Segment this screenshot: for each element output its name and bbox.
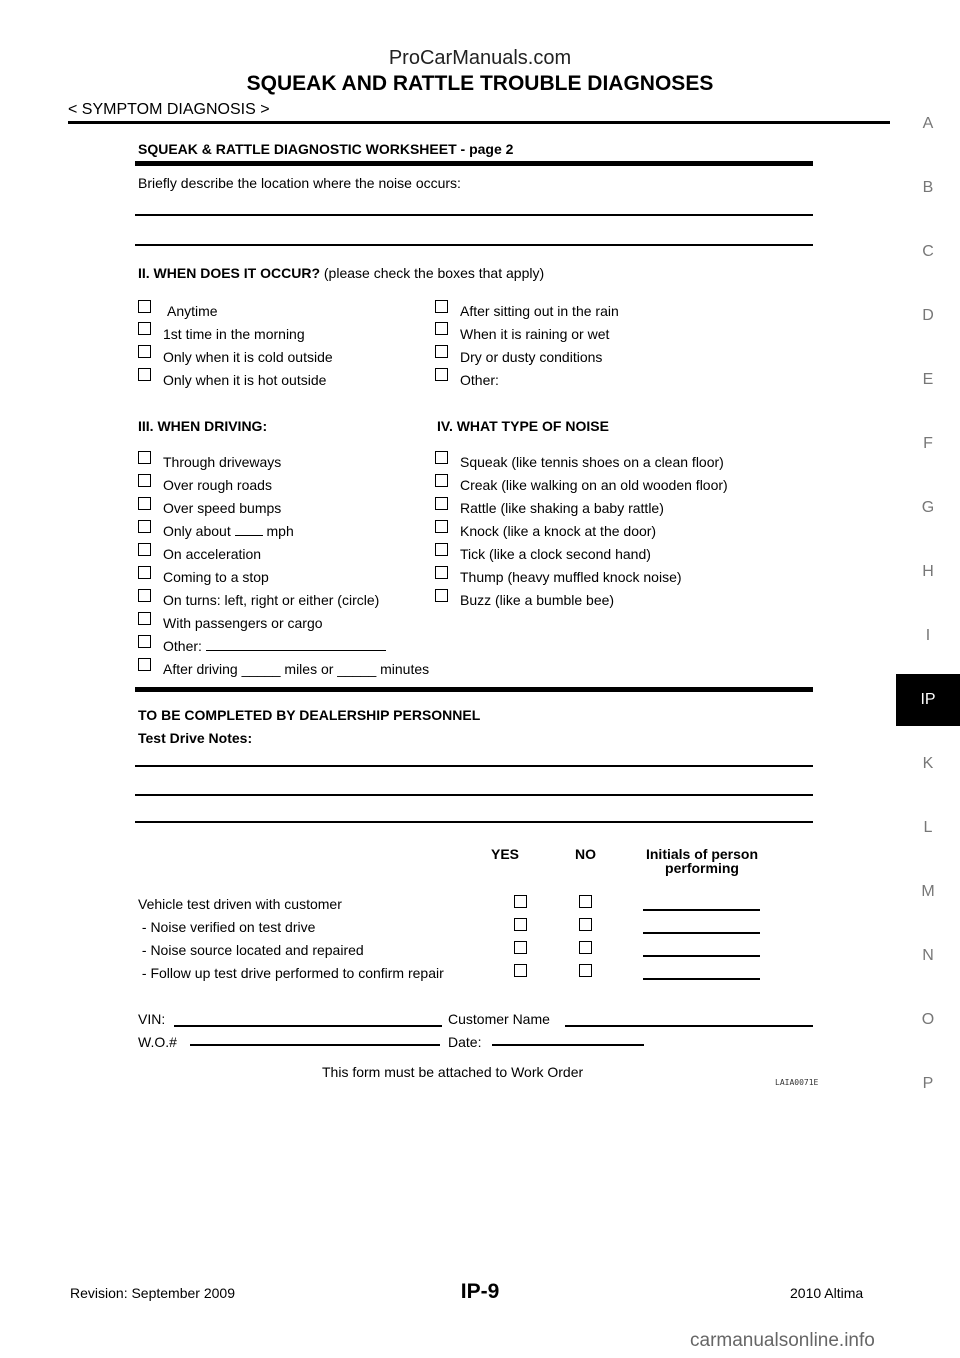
label-on-turns: On turns: left, right or either (circle) [163,592,380,608]
col-initials-line2: performing [665,860,739,876]
date-label: Date: [448,1034,482,1050]
label-knock: Knock (like a knock at the door) [460,523,657,539]
only-about-text: Only about [163,523,231,539]
vin-label: VIN: [138,1011,166,1027]
notes-line-1 [135,765,813,767]
label-only-about [163,523,294,539]
driving-heading: III. WHEN DRIVING: [138,418,268,434]
checkbox-buzz[interactable] [435,589,448,602]
side-tab-e[interactable]: E [922,371,934,388]
checkbox-cold-outside[interactable] [138,345,151,358]
side-tab-m[interactable]: M [921,883,935,900]
checkbox-occur-other[interactable] [435,368,448,381]
checkbox-noise-verified-no[interactable] [579,918,592,931]
wo-field[interactable] [190,1044,440,1046]
side-tab-a[interactable]: A [922,115,934,132]
checkbox-test-driven-no[interactable] [579,895,592,908]
initials-line-noise-source[interactable] [643,955,760,957]
checkbox-on-acceleration[interactable] [138,543,151,556]
check-row-noise-verified: - Noise verified on test drive [138,919,316,935]
checkbox-test-driven-yes[interactable] [514,895,527,908]
initials-line-test-driven[interactable] [643,909,760,911]
col-initials-line1: Initials of person [645,846,758,862]
checkbox-only-about[interactable] [138,520,151,533]
label-tick: Tick (like a clock second hand) [460,546,651,562]
checkbox-noise-source-no[interactable] [579,941,592,954]
label-cold-outside: Only when it is cold outside [163,349,333,365]
date-field[interactable] [492,1044,644,1046]
checkbox-hot-outside[interactable] [138,368,151,381]
customer-name-field[interactable] [565,1025,813,1027]
test-drive-notes-label: Test Drive Notes: [138,730,253,746]
worksheet-title: SQUEAK & RATTLE DIAGNOSTIC WORKSHEET - page 2 [138,141,514,157]
side-tab-ip[interactable]: IP [896,674,960,726]
footer-revision: Revision: September 2009 [70,1285,235,1301]
checkbox-follow-up-yes[interactable] [514,964,527,977]
checkbox-squeak[interactable] [435,451,448,464]
side-tab-i[interactable]: I [925,627,931,644]
vin-field[interactable] [174,1025,442,1027]
location-line-2 [135,244,813,246]
label-thump: Thump (heavy muffled knock noise) [460,569,682,585]
checkbox-dry-dusty[interactable] [435,345,448,358]
label-on-acceleration: On acceleration [163,546,262,562]
initials-line-follow-up[interactable] [643,978,760,980]
noise-heading: IV. WHAT TYPE OF NOISE [437,418,609,434]
notes-line-2 [135,794,813,796]
label-rough-roads: Over rough roads [163,477,272,493]
mph-unit: mph [266,523,294,539]
label-coming-to-stop: Coming to a stop [163,569,269,585]
label-creak: Creak (like walking on an old wooden floor) [460,477,728,493]
wo-label: W.O.# [138,1034,177,1050]
page-title: SQUEAK AND RATTLE TROUBLE DIAGNOSES [246,72,714,95]
checkbox-with-passengers[interactable] [138,612,151,625]
header-rule [68,121,890,124]
occur-note: (please check the boxes that apply) [320,265,545,281]
check-row-follow-up: - Follow up test drive performed to confirm repair [138,965,444,981]
label-occur-other: Other: [460,372,499,388]
checkbox-raining-wet[interactable] [435,322,448,335]
label-rattle: Rattle (like shaking a baby rattle) [460,500,664,516]
checkbox-rattle[interactable] [435,497,448,510]
label-driving-other [163,638,386,654]
side-tab-c[interactable]: C [922,243,934,260]
check-row-test-driven: Vehicle test driven with customer [138,896,342,912]
checkbox-first-time-morning[interactable] [138,322,151,335]
notes-line-3 [135,821,813,823]
label-hot-outside: Only when it is hot outside [163,372,327,388]
occur-heading-label: II. WHEN DOES IT OCCUR? [138,265,320,281]
footer-model: 2010 Altima [790,1285,864,1301]
side-tab-o[interactable]: O [921,1011,935,1028]
checkbox-follow-up-no[interactable] [579,964,592,977]
mph-blank[interactable] [235,535,263,536]
dealer-rule [135,687,813,692]
label-anytime: Anytime [167,303,218,319]
label-dry-dusty: Dry or dusty conditions [460,349,603,365]
side-tabs [896,92,960,1116]
side-tab-p[interactable]: P [922,1075,934,1092]
label-first-time-morning: 1st time in the morning [163,326,305,342]
checkbox-coming-to-stop[interactable] [138,566,151,579]
side-tab-g[interactable]: G [921,499,935,516]
label-after-rain: After sitting out in the rain [460,303,619,319]
label-squeak: Squeak (like tennis shoes on a clean floor) [460,454,724,470]
checkbox-noise-verified-yes[interactable] [514,918,527,931]
checkbox-tick[interactable] [435,543,448,556]
checkbox-after-driving[interactable] [138,658,151,671]
location-prompt: Briefly describe the location where the noise occurs: [138,175,461,191]
checkbox-creak[interactable] [435,474,448,487]
label-speed-bumps: Over speed bumps [163,500,282,516]
check-row-noise-source: - Noise source located and repaired [138,942,364,958]
footer-page-number: IP-9 [460,1280,500,1303]
label-buzz: Buzz (like a bumble bee) [460,592,615,608]
occur-heading [138,265,544,281]
dealer-heading: TO BE COMPLETED BY DEALERSHIP PERSONNEL [138,707,481,723]
label-with-passengers: With passengers or cargo [163,615,323,631]
label-after-driving: After driving _____ miles or _____ minutes [163,661,430,677]
checkbox-anytime[interactable] [138,300,151,313]
side-tab-k[interactable]: K [922,755,934,772]
checkbox-thump[interactable] [435,566,448,579]
label-raining-wet: When it is raining or wet [460,326,610,342]
checkbox-speed-bumps[interactable] [138,497,151,510]
checkbox-through-driveways[interactable] [138,451,151,464]
checkbox-noise-source-yes[interactable] [514,941,527,954]
side-tab-f[interactable]: F [923,435,933,452]
side-tab-n[interactable]: N [922,947,934,964]
watermark-bottom: carmanualsonline.info [690,1330,875,1351]
section-label: < SYMPTOM DIAGNOSIS > [68,101,270,118]
checkbox-knock[interactable] [435,520,448,533]
driving-other-blank[interactable] [206,650,386,651]
label-through-driveways: Through driveways [163,454,282,470]
checkbox-driving-other[interactable] [138,635,151,648]
title-rule [135,161,813,166]
customer-name-label: Customer Name [448,1011,550,1027]
checkbox-after-rain[interactable] [435,300,448,313]
side-tab-h[interactable]: H [922,563,934,580]
attach-note: This form must be attached to Work Order [322,1064,584,1080]
col-yes: YES [491,846,520,862]
col-no: NO [575,846,596,862]
location-line-1 [135,214,813,216]
side-tab-b[interactable]: B [922,179,934,196]
driving-other-text: Other: [163,638,202,654]
side-tab-l[interactable]: L [923,819,933,836]
figure-code: LAIA0071E [775,1078,819,1087]
checkbox-on-turns[interactable] [138,589,151,602]
watermark-top: ProCarManuals.com [388,47,572,69]
initials-line-noise-verified[interactable] [643,932,760,934]
checkbox-rough-roads[interactable] [138,474,151,487]
side-tab-d[interactable]: D [922,307,934,324]
